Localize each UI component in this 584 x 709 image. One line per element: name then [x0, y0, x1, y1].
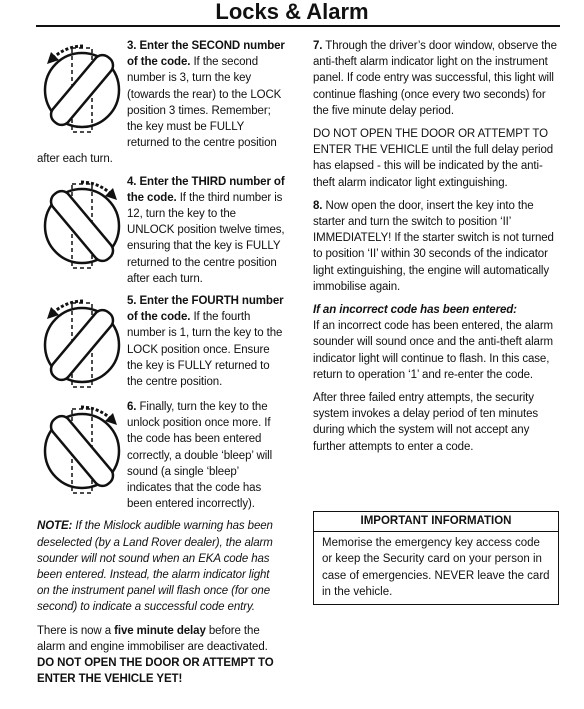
delay-post: before the alarm and engine immobiliser are deactivated. — [37, 624, 268, 653]
step-5-text: If the fourth number is 1, turn the key to the LOCK position once. Ensure the key is FULLY returned to the centre position. — [127, 311, 283, 389]
step-7 — [313, 38, 560, 119]
step-3 — [37, 38, 285, 168]
do-not-open-warning: DO NOT OPEN THE DOOR OR ATTEMPT TO ENTER THE VEHICLE YET! — [37, 657, 274, 686]
important-information-box — [313, 511, 559, 605]
title-rule — [36, 25, 560, 27]
step-7-number: 7. — [313, 40, 323, 52]
step-3-text: If the second number is 3, turn the key (towards the rear) to the LOCK position 3 times. Remember; the key must be FULLY returned to the centre position after each turn. — [37, 56, 282, 166]
left-column — [37, 38, 285, 695]
incorrect-code-text: If an incorrect code has been entered, the alarm sounder will sound once and the anti-theft alarm indicator light will continue to flash. In this case, return to operation ‘1’ and re-enter the code. — [313, 320, 554, 381]
step-8-text: Now open the door, insert the key into the starter and turn the switch to position ‘II’ IMMEDIATELY! If the starter switch is not turned to position ‘II’ within 30 seconds of the indicator light extinguishing, the engine will automatically immobilise again. — [313, 199, 554, 293]
step-6 — [37, 399, 285, 512]
step-5-heading: 5. Enter the FOURTH number of the code. — [127, 295, 284, 324]
step-7-text: Through the driver’s door window, observe the anti-theft alarm indicator light on the instrument panel. If code entry was successful, this light will continue flashing (once every two seconds) for the five minute delay period. — [313, 40, 557, 117]
important-information-body: Memorise the emergency key access code or keep the Security card on your person in case of emergencies. NEVER leave the card in the vehicle. — [322, 537, 550, 598]
step-4-heading: 4. Enter the THIRD number of the code. — [127, 175, 285, 204]
incorrect-code-heading: If an incorrect code has been entered: — [313, 304, 517, 317]
note-text: If the Mislock audible warning has been deselected (by a Land Rover dealer), the alarm sounder will not sound when an EKA code has been entered. Instead, the alarm indicator light on the instrument panel will flash once (for one second) to indicate a successful code entry. — [37, 520, 273, 614]
key-turn-unlock-icon — [39, 399, 125, 499]
note-label: NOTE: — [37, 520, 73, 533]
step-3-heading: 3. Enter the SECOND number of the code. — [127, 40, 285, 69]
incorrect-code-section — [313, 302, 560, 383]
step-4 — [37, 174, 285, 287]
step-8-number: 8. — [313, 199, 323, 212]
key-turn-lock-icon — [39, 38, 125, 138]
note-paragraph — [37, 518, 285, 615]
step-6-heading: 6. — [127, 401, 137, 414]
key-turn-unlock-icon — [39, 174, 125, 274]
important-information-heading: IMPORTANT INFORMATION — [314, 512, 558, 532]
step-4-text: If the third number is 12, turn the key to the UNLOCK position twelve times, ensuring that the key is FULLY returned to the centre position after each turn. — [127, 191, 285, 285]
delay-paragraph — [37, 623, 285, 688]
key-turn-lock-icon — [39, 293, 125, 393]
delay-bold: five minute delay — [114, 624, 206, 637]
step-8 — [313, 198, 560, 295]
delay-warning: DO NOT OPEN THE DOOR OR ATTEMPT TO ENTER THE VEHICLE until the full delay period has elapsed - this will be indicated by the anti-theft alarm indicator light extinguishing. — [313, 128, 554, 189]
step-6-text: Finally, turn the key to the unlock position once more. If the code has been entered correctly, a double ‘bleep’ will sound (a single ‘bleep’ indicates that the code has been entered incorrectly). — [127, 401, 273, 511]
failed-attempts-paragraph: After three failed entry attempts, the security system invokes a delay period of ten minutes during which the system will not accept any further attempts to enter a code. — [313, 392, 539, 453]
step-5 — [37, 293, 285, 393]
right-column — [313, 38, 560, 462]
page-title: Locks & Alarm — [215, 0, 369, 24]
delay-pre: There is now a — [37, 624, 115, 637]
